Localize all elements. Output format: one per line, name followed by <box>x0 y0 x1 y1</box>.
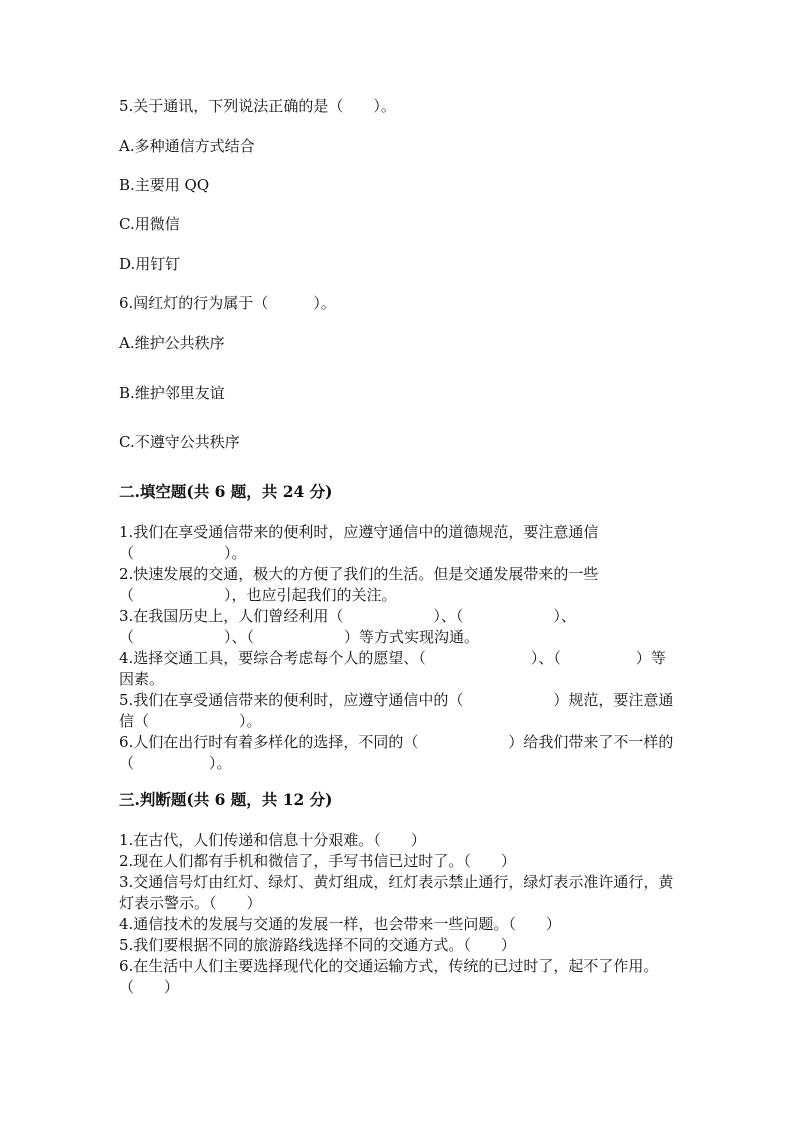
question-6-option-b: B.维护邻里友谊 <box>119 384 225 402</box>
fill-question-5: 5.我们在享受通信带来的便利时，应遵守通信中的（ ）规范，要注意通信（ ）。 <box>119 691 674 730</box>
fill-question-4: 4.选择交通工具，要综合考虑每个人的愿望、（ ）、（ ）等因素。 <box>119 649 666 688</box>
judge-question-3: 3.交通信号灯由红灯、绿灯、黄灯组成，红灯表示禁止通行，绿灯表示准许通行，黄灯表示警示。（ ） <box>119 873 674 912</box>
question-6-option-a: A.维护公共秩序 <box>119 334 225 352</box>
question-5-stem: 5.关于通讯，下列说法正确的是（ ）。 <box>119 97 396 115</box>
question-5-option-d: D.用钉钉 <box>119 255 181 273</box>
judge-section-heading: 三.判断题(共 6 题，共 12 分) <box>119 790 333 809</box>
question-5-option-c: C.用微信 <box>119 215 180 233</box>
judge-question-5: 5.我们要根据不同的旅游路线选择不同的交通方式。（ ） <box>119 936 516 954</box>
fill-question-3: 3.在我国历史上，人们曾经利用（ ）、（ ）、（ ）、（ ）等方式实现沟通。 <box>119 607 576 646</box>
fill-question-1: 1.我们在享受通信带来的便利时，应遵守通信中的道德规范，要注意通信（ ）。 <box>119 523 599 562</box>
judge-question-1: 1.在古代，人们传递和信息十分艰难。（ ） <box>119 831 426 849</box>
judge-question-4: 4.通信技术的发展与交通的发展一样，也会带来一些问题。（ ） <box>119 915 561 933</box>
judge-question-6: 6.在生活中人们主要选择现代化的交通运输方式，传统的已过时了，起不了作用。（ ） <box>119 957 659 996</box>
fill-question-2: 2.快速发展的交通，极大的方便了我们的生活。但是交通发展带来的一些（ ），也应引起我们的关注。 <box>119 565 599 604</box>
fill-question-6: 6.人们在出行时有着多样化的选择，不同的（ ）给我们带来了不一样的（ ）。 <box>119 733 674 772</box>
judge-question-2: 2.现在人们都有手机和微信了，手写书信已过时了。（ ） <box>119 852 516 870</box>
fill-question-list <box>119 522 679 774</box>
question-5-option-b: B.主要用 QQ <box>119 176 210 194</box>
question-6-option-c: C.不遵守公共秩序 <box>119 433 240 451</box>
question-6-stem: 6.闯红灯的行为属于（ ）。 <box>119 294 336 312</box>
judge-question-list <box>119 830 679 998</box>
question-5-option-a: A.多种通信方式结合 <box>119 137 255 155</box>
fill-section-heading: 二.填空题(共 6 题，共 24 分) <box>119 482 333 501</box>
